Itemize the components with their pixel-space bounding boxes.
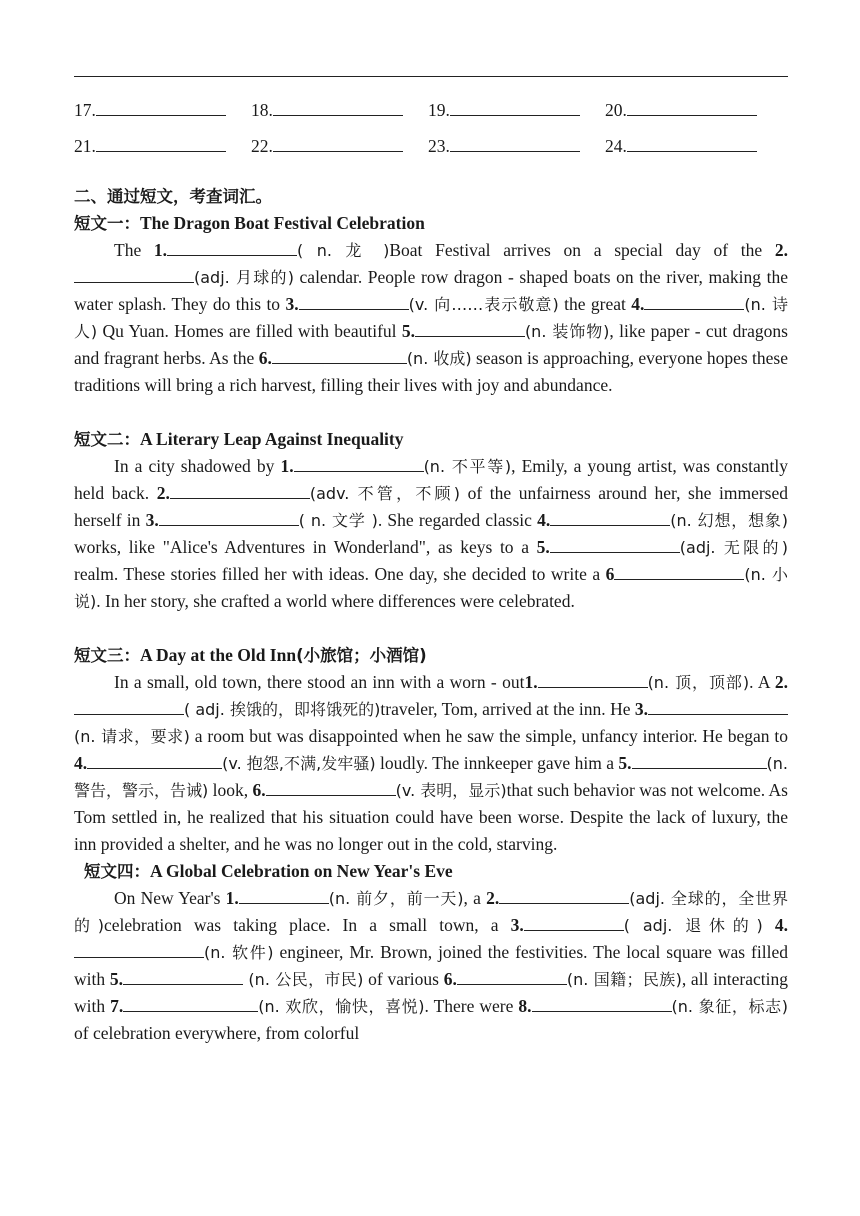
blank-number: 4.	[631, 294, 645, 314]
answer-slot	[251, 135, 428, 157]
hint: ( adj. 挨饿的，即将饿死的)	[184, 700, 381, 719]
passage-3-title	[74, 642, 788, 669]
blank[interactable]	[644, 292, 744, 310]
blank[interactable]	[167, 238, 297, 256]
passage-title-cn: 短文二：	[74, 430, 140, 449]
answer-slot	[605, 135, 782, 157]
blank-number: 7.	[110, 996, 124, 1016]
blank-number: 8.	[518, 996, 532, 1016]
text: engineer, Mr. Brown, joined the festivities. The local square was filled with	[74, 942, 788, 989]
hint: (adj. 无限的)	[679, 538, 788, 557]
passage-title-cn: 短文四：	[84, 862, 150, 881]
text: . In her story, she crafted a world where differences were celebrated.	[96, 591, 575, 611]
hint: ( adj. 退休的)	[623, 916, 763, 935]
blank[interactable]	[159, 508, 299, 526]
passage-title-cn: 短文一：	[74, 214, 140, 233]
hint: (n. 收成)	[406, 349, 472, 368]
answer-number: 19.	[428, 100, 450, 120]
blank-number: 3.	[510, 915, 524, 935]
blank-number: 4.	[74, 753, 88, 773]
text: , like paper - cut dragons and fragrant herbs. As the	[74, 321, 788, 368]
blank[interactable]	[123, 967, 243, 985]
passage-2-text	[74, 453, 788, 615]
hint: (n. 诗人)	[74, 295, 788, 341]
passage-title-en: A Day at the Old Inn	[140, 645, 297, 665]
passage-title-en: The Dragon Boat Festival Celebration	[140, 213, 425, 233]
text: , Emily, a young artist, was constantly held back.	[74, 456, 789, 503]
text: realm. These stories filled her with ideas. One day, she decided to write a	[74, 564, 606, 584]
blank[interactable]	[266, 778, 396, 796]
passage-title-en: A Literary Leap Against Inequality	[140, 429, 404, 449]
answer-blank[interactable]	[450, 135, 580, 152]
hint: (n. 幻想，想象)	[670, 511, 788, 530]
text: . A	[749, 672, 775, 692]
blank-number: 5.	[109, 969, 123, 989]
answer-number: 20.	[605, 100, 627, 120]
answer-blank[interactable]	[627, 99, 757, 116]
blank[interactable]	[632, 751, 767, 769]
hint: ( n. 龙 )	[297, 241, 390, 260]
blank[interactable]	[550, 508, 670, 526]
answer-grid	[74, 92, 788, 164]
blank-number: 1.	[225, 888, 239, 908]
text: celebration was taking place. In a small town, a	[104, 915, 511, 935]
blank-number: 2.	[156, 483, 170, 503]
blank[interactable]	[74, 265, 194, 283]
hint: (adj. 全球的，全世界的)	[74, 889, 788, 935]
text: of celebration everywhere, from colorful	[74, 1023, 360, 1043]
text: a room but was disappointed when he saw the simple, unfancy interior. He began to	[189, 726, 788, 746]
passage-1-text	[74, 237, 788, 399]
text: season is approaching, everyone hopes these traditions will bring a rich harvest, filling their lives with joy and abundance.	[74, 348, 788, 395]
answer-blank[interactable]	[273, 135, 403, 152]
hint: (v. 抱怨,不满,发牢骚)	[222, 754, 376, 773]
blank-number: 5.	[401, 321, 415, 341]
passage-title-gloss: (小旅馆；小酒馆)	[296, 646, 427, 665]
blank-number: 3.	[285, 294, 299, 314]
hint: (n. 公民，市民)	[242, 970, 364, 989]
answer-blank[interactable]	[627, 135, 757, 152]
hint: (n. 小说)	[74, 565, 788, 611]
answer-slot	[605, 99, 782, 121]
hint: (adv. 不管，不顾)	[309, 484, 461, 503]
text: On New Year's	[114, 888, 226, 908]
blank-number: 1.	[524, 672, 538, 692]
answer-number: 23.	[428, 136, 450, 156]
text: . She regarded classic	[377, 510, 538, 530]
text: Boat Festival arrives on a special day of the	[389, 240, 775, 260]
blank[interactable]	[415, 319, 525, 337]
blank-number: 1.	[153, 240, 168, 260]
blank[interactable]	[524, 913, 624, 931]
answer-slot	[251, 99, 428, 121]
passage-1-title	[74, 210, 788, 237]
blank[interactable]	[123, 994, 258, 1012]
answer-row	[74, 128, 788, 164]
document-body	[74, 183, 788, 1047]
text: , all interacting with	[74, 969, 788, 1016]
passage-4-text	[74, 885, 788, 1047]
hint: (n. 欢欣，愉快，喜悦)	[258, 997, 425, 1016]
text: look,	[208, 780, 253, 800]
blank[interactable]	[299, 292, 409, 310]
blank-number: 4.	[537, 510, 551, 530]
blank[interactable]	[87, 751, 222, 769]
blank-number: 6	[605, 564, 615, 584]
blank[interactable]	[239, 886, 329, 904]
hint: (n. 警告，警示，告诫)	[74, 754, 788, 800]
blank[interactable]	[499, 886, 629, 904]
hint: (n. 前夕，前一天)	[328, 889, 464, 908]
text: that such behavior was not welcome. As Tom settled in, he realized that his situation could have been worse. Despite the lack of luxury, the inn provided a shelter, and he was no longer out in the cold, starving.	[74, 780, 788, 854]
text: of the unfairness around her, she immersed herself in	[74, 483, 788, 530]
blank[interactable]	[294, 454, 424, 472]
blank-number: 2.	[486, 888, 500, 908]
hint: (n. 请求，要求)	[74, 727, 190, 746]
blank[interactable]	[272, 346, 407, 364]
blank[interactable]	[550, 535, 680, 553]
blank-number: 2.	[774, 672, 788, 692]
blank[interactable]	[170, 481, 310, 499]
hint: (n. 不平等)	[423, 457, 512, 476]
answer-slot	[428, 99, 605, 121]
blank-number: 4.	[774, 915, 788, 935]
passage-2-title	[74, 426, 788, 453]
blank-number: 6.	[258, 348, 272, 368]
answer-number: 21.	[74, 136, 96, 156]
blank[interactable]	[648, 697, 788, 715]
answer-number: 22.	[251, 136, 273, 156]
text: Qu Yuan. Homes are filled with beautiful	[97, 321, 402, 341]
blank[interactable]	[532, 994, 672, 1012]
passage-4-title	[84, 858, 788, 885]
hint: (n. 装饰物)	[524, 322, 610, 341]
answer-slot	[74, 135, 251, 157]
passage-3-text	[74, 669, 788, 858]
blank-number: 5.	[618, 753, 632, 773]
blank[interactable]	[457, 967, 567, 985]
text: loudly. The innkeeper gave him a	[375, 753, 619, 773]
answer-slot	[74, 99, 251, 121]
answer-blank[interactable]	[96, 135, 226, 152]
hint: (v. 向……表示敬意)	[408, 295, 559, 314]
text: the great	[558, 294, 632, 314]
text: traveler, Tom, arrived at the inn. He	[380, 699, 635, 719]
passage-title-en: A Global Celebration on New Year's Eve	[150, 861, 453, 881]
text: In a city shadowed by	[114, 456, 281, 476]
hint: (n. 国籍；民族)	[566, 970, 682, 989]
answer-slot	[428, 135, 605, 157]
blank[interactable]	[74, 940, 204, 958]
hint: (n. 软件)	[204, 943, 274, 962]
blank[interactable]	[538, 670, 648, 688]
text: , a	[463, 888, 487, 908]
blank-number: 6.	[252, 780, 266, 800]
text: The	[114, 240, 154, 260]
blank-number: 3.	[634, 699, 648, 719]
hint: (n. 象征，标志)	[671, 997, 788, 1016]
answer-blank[interactable]	[96, 99, 226, 116]
hint: (adj. 月球的)	[194, 268, 294, 287]
text: In a small, old town, there stood an inn with a worn - out	[114, 672, 525, 692]
blank-number: 5.	[536, 537, 550, 557]
blank-number: 2.	[774, 240, 788, 260]
answer-blank[interactable]	[273, 99, 403, 116]
blank[interactable]	[74, 697, 184, 715]
hint: ( n. 文学 )	[298, 511, 378, 530]
text: calendar. People row dragon - shaped boats on the river, making the water splash. They do this to	[74, 267, 788, 314]
blank-number: 1.	[280, 456, 294, 476]
text: . There were	[424, 996, 519, 1016]
section-title-text: 二、通过短文，考查词汇。	[74, 187, 272, 206]
text: works, like "Alice's Adventures in Wonderland", as keys to a	[74, 537, 537, 557]
text	[763, 915, 775, 935]
hint: (v. 表明，显示)	[395, 781, 507, 800]
answer-number: 17.	[74, 100, 96, 120]
answer-number: 18.	[251, 100, 273, 120]
hint: (n. 顶，顶部)	[647, 673, 750, 692]
top-rule	[74, 76, 788, 77]
text: of various	[363, 969, 444, 989]
answer-row	[74, 92, 788, 128]
blank-number: 6.	[443, 969, 457, 989]
answer-number: 24.	[605, 136, 627, 156]
blank[interactable]	[614, 562, 744, 580]
section-title	[74, 183, 788, 210]
answer-blank[interactable]	[450, 99, 580, 116]
blank-number: 3.	[145, 510, 159, 530]
passage-title-cn: 短文三：	[74, 646, 140, 665]
